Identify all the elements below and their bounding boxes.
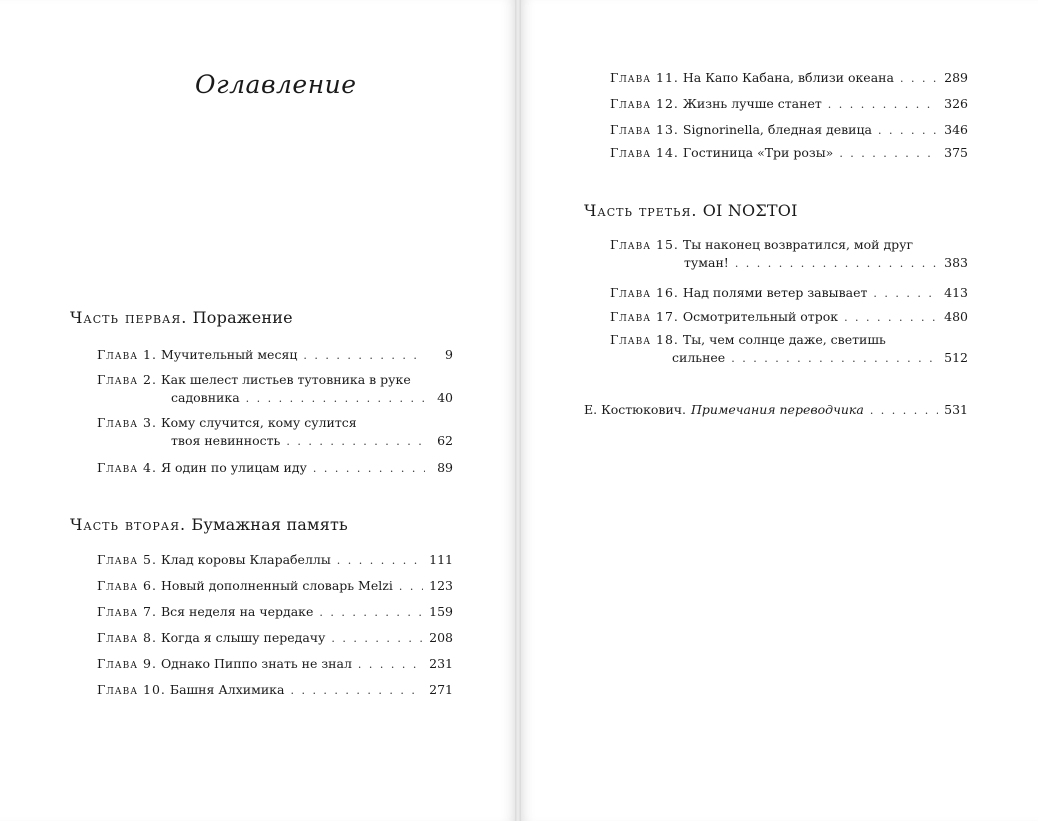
chapter-label: Глава 17. [610, 309, 679, 324]
page-number: 89 [437, 460, 453, 475]
toc-entry-10[interactable] [97, 681, 453, 700]
page-number: 383 [944, 255, 968, 270]
toc-entry-5[interactable] [97, 551, 453, 570]
toc-entry-13[interactable] [610, 121, 968, 140]
leader-dots [839, 145, 938, 163]
leader-dots [844, 309, 938, 327]
page-number: 9 [445, 347, 453, 362]
chapter-title: Клад коровы Кларабеллы [160, 552, 331, 567]
leader-dots [290, 682, 423, 700]
leader-dots [286, 433, 425, 451]
chapter-title: Однако Пиппо знать не знал [160, 656, 352, 671]
leader-dots [873, 285, 938, 303]
toc-entry-18[interactable] [610, 331, 968, 368]
leader-dots [313, 460, 425, 478]
chapter-label: Глава 11. [610, 70, 679, 85]
left-page [0, 0, 515, 821]
chapter-label: Глава 1. [97, 347, 157, 362]
chapter-label: Глава 3. [97, 415, 157, 430]
chapter-title: Вся неделя на чердаке [160, 604, 314, 619]
chapter-title: Новый дополненный словарь Melzi [160, 578, 393, 593]
chapter-title-cont: твоя невинность [171, 433, 281, 448]
toc-entry-17[interactable] [610, 308, 968, 327]
chapter-label: Глава 6. [97, 578, 157, 593]
toc-entry-12[interactable] [610, 95, 968, 114]
part-prefix: Часть вторая. [70, 515, 187, 534]
toc-entry-16[interactable] [610, 284, 968, 303]
chapter-title: Башня Алхимика [169, 682, 285, 697]
part-name: Бумажная память [191, 515, 348, 534]
chapter-title: Кому случится, кому сулится [160, 415, 357, 430]
leader-dots [246, 390, 425, 408]
page-number: 111 [429, 552, 453, 567]
page-number: 326 [944, 96, 968, 111]
chapter-title: Жизнь лучше станет [682, 96, 822, 111]
page-number: 531 [944, 402, 968, 417]
right-page [521, 0, 1038, 821]
chapter-label: Глава 13. [610, 122, 679, 137]
toc-entry-afterword[interactable] [584, 401, 968, 420]
leader-dots [870, 402, 938, 420]
chapter-label: Глава 18. [610, 332, 679, 347]
chapter-title-cont: туман! [684, 255, 729, 270]
leader-dots [735, 255, 938, 273]
page-number: 123 [429, 578, 453, 593]
chapter-title: Я один по улицам иду [160, 460, 307, 475]
chapter-label: Глава 12. [610, 96, 679, 111]
chapter-label: Глава 9. [97, 656, 157, 671]
leader-dots [900, 70, 938, 88]
chapter-title: Ты, чем солнце даже, светишь [682, 332, 886, 347]
chapter-label: Глава 2. [97, 372, 157, 387]
toc-entry-3[interactable] [97, 414, 453, 451]
chapter-title: Как шелест листьев тутовника в руке [160, 372, 411, 387]
chapter-label: Глава 10. [97, 682, 166, 697]
toc-entry-7[interactable] [97, 603, 453, 622]
leader-dots [399, 578, 423, 596]
page-number: 231 [429, 656, 453, 671]
page-number: 413 [944, 285, 968, 300]
chapter-title: Мучительный месяц [160, 347, 298, 362]
page-number: 271 [429, 682, 453, 697]
part-name: Поражение [192, 308, 293, 327]
toc-entry-9[interactable] [97, 655, 453, 674]
leader-dots [337, 552, 423, 570]
page-number: 40 [437, 390, 453, 405]
toc-entry-8[interactable] [97, 629, 453, 648]
chapter-label: Глава 4. [97, 460, 157, 475]
leader-dots [828, 96, 938, 114]
chapter-label: Глава 5. [97, 552, 157, 567]
toc-entry-11[interactable] [610, 69, 968, 88]
chapter-title: Гостиница «Три розы» [682, 145, 834, 160]
leader-dots [303, 347, 425, 365]
page-number: 480 [944, 309, 968, 324]
chapter-title: Осмотрительный отрок [682, 309, 839, 324]
toc-entry-1[interactable] [97, 346, 453, 365]
chapter-title: Над полями ветер завывает [682, 285, 868, 300]
part-heading-2 [70, 515, 348, 534]
toc-entry-2[interactable] [97, 371, 453, 408]
part-prefix: Часть третья. [584, 201, 698, 220]
chapter-title: Ты наконец возвратился, мой друг [682, 237, 914, 252]
toc-title: Оглавление [195, 70, 357, 99]
page-number: 375 [944, 145, 968, 160]
chapter-label: Глава 14. [610, 145, 679, 160]
part-heading-1 [70, 308, 293, 327]
leader-dots [358, 656, 423, 674]
toc-entry-14[interactable] [610, 144, 968, 163]
page-number: 208 [429, 630, 453, 645]
page-number: 62 [437, 433, 453, 448]
page-number: 346 [944, 122, 968, 137]
afterword-author: Е. Костюкович. [584, 402, 687, 417]
chapter-title: Когда я слышу передачу [160, 630, 326, 645]
part-prefix: Часть первая. [70, 308, 188, 327]
page-number: 512 [944, 350, 968, 365]
toc-entry-4[interactable] [97, 459, 453, 478]
chapter-title-cont: сильнее [672, 350, 726, 365]
leader-dots [331, 630, 423, 648]
chapter-label: Глава 8. [97, 630, 157, 645]
afterword-title: Примечания переводчика [691, 402, 864, 417]
leader-dots [878, 122, 938, 140]
part-heading-3 [584, 201, 798, 220]
chapter-label: Глава 15. [610, 237, 679, 252]
chapter-label: Глава 7. [97, 604, 157, 619]
chapter-title: Signorinella, бледная девица [682, 122, 873, 137]
toc-entry-6[interactable] [97, 577, 453, 596]
chapter-label: Глава 16. [610, 285, 679, 300]
chapter-title-cont: садовника [171, 390, 240, 405]
chapter-title: На Капо Кабана, вблизи океана [682, 70, 894, 85]
page-number: 289 [944, 70, 968, 85]
page-number: 159 [429, 604, 453, 619]
part-name: ΟΙ ΝΟΣΤΟΙ [702, 201, 798, 220]
leader-dots [731, 350, 938, 368]
leader-dots [319, 604, 423, 622]
toc-entry-15[interactable] [610, 236, 968, 273]
